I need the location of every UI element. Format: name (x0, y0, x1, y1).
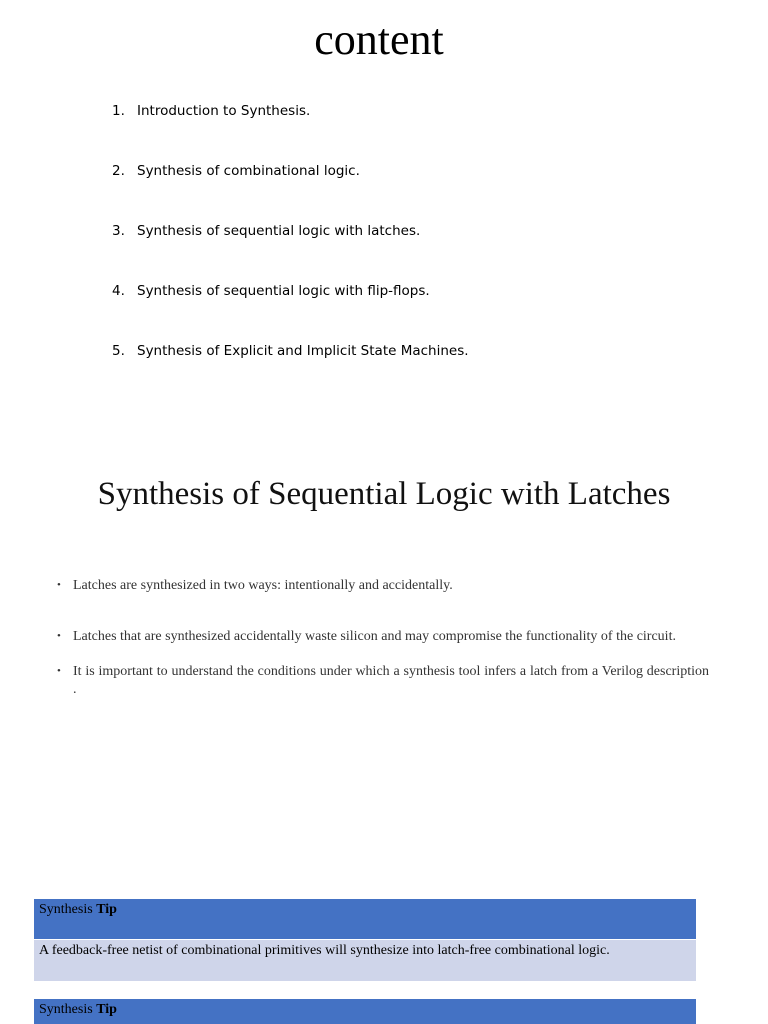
section-title: Synthesis of Sequential Logic with Latches (97, 476, 671, 512)
toc-item-number: 1. (112, 103, 125, 119)
synthesis-tip-header (34, 899, 696, 939)
table-of-contents (112, 103, 469, 403)
synthesis-tip-body: A feedback-free netist of combinational primitives will synthesize into latch-free combinational logic. (34, 940, 696, 981)
toc-item-number: 3. (112, 223, 125, 239)
toc-item-number: 2. (112, 163, 125, 179)
toc-item (112, 283, 469, 343)
toc-item-text: Introduction to Synthesis. (137, 103, 311, 119)
toc-item-text: Synthesis of sequential logic with flip-flops. (137, 283, 430, 299)
toc-item (112, 343, 469, 403)
bullet-marker: • (57, 630, 61, 642)
bullet-item (57, 628, 709, 646)
bullet-text: Latches are synthesized in two ways: intentionally and accidentally. (73, 578, 453, 593)
bullet-item (57, 577, 709, 595)
bullet-text: Latches that are synthesized accidentally waste silicon and may compromise the functionality of the circuit. (73, 629, 676, 644)
toc-item-text: Synthesis of sequential logic with latches. (137, 223, 421, 239)
toc-item-number: 5. (112, 343, 125, 359)
tip-label: Synthesis (39, 1002, 93, 1017)
toc-item (112, 223, 469, 283)
toc-item-text: Synthesis of combinational logic. (137, 163, 360, 179)
bullet-item (57, 663, 709, 699)
tip-label: Synthesis (39, 902, 93, 917)
bullet-marker: • (57, 579, 61, 591)
toc-item-text: Synthesis of Explicit and Implicit State Machines. (137, 343, 469, 359)
bullet-text: It is important to understand the conditions under which a synthesis tool infers a latch from a Verilog description . (73, 664, 709, 697)
toc-item (112, 103, 469, 163)
toc-item-number: 4. (112, 283, 125, 299)
synthesis-tip-header (34, 999, 696, 1024)
toc-item (112, 163, 469, 223)
bullet-marker: • (57, 665, 61, 677)
tip-label-bold: Tip (96, 902, 117, 917)
content-title: content (314, 15, 444, 64)
tip-label-bold: Tip (96, 1002, 117, 1017)
